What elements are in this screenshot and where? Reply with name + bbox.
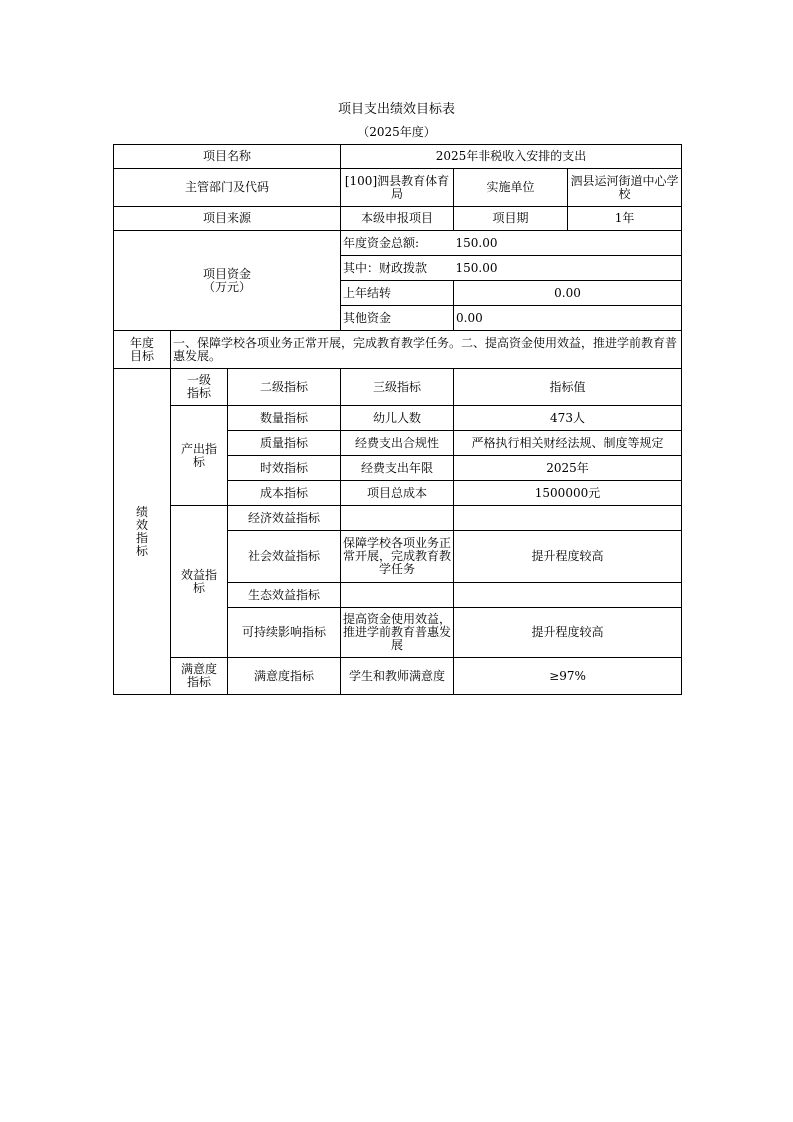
header-level1: 一级 指标 [171,369,228,406]
funds-carryover-label: 上年结转 [341,281,454,306]
level2-cell: 社会效益指标 [228,531,341,583]
header-level2: 二级指标 [228,369,341,406]
level2-cell: 数量指标 [228,406,341,431]
funds-fiscal-value: 150.00 [454,256,682,281]
row-annual-goal [114,331,682,369]
source-label: 项目来源 [114,207,341,231]
value-cell: 提升程度较高 [454,608,682,658]
implementer-value: 泗县运河街道中心学校 [568,169,682,207]
level3-cell: 学生和教师满意度 [341,658,454,695]
row-source [114,207,682,231]
funds-other-value: 0.00 [454,306,682,331]
header-level3: 三级指标 [341,369,454,406]
page-title: 项目支出绩效目标表 [337,102,455,117]
level3-cell [341,506,454,531]
funds-total-label: 年度资金总额: [341,231,454,256]
annual-goal-label: 年度 目标 [114,331,171,369]
implementer-label: 实施单位 [454,169,568,207]
level3-cell: 项目总成本 [341,481,454,506]
project-name-label: 项目名称 [114,145,341,169]
funds-carryover-value: 0.00 [454,281,682,306]
table-row [114,506,682,531]
funds-other-label: 其他资金 [341,306,454,331]
value-cell: ≥97% [454,658,682,695]
level2-cell: 满意度指标 [228,658,341,695]
period-value: 1年 [568,207,682,231]
source-value: 本级申报项目 [341,207,454,231]
level3-cell: 经费支出合规性 [341,431,454,456]
value-cell [454,506,682,531]
period-label: 项目期 [454,207,568,231]
level3-cell: 幼儿人数 [341,406,454,431]
row-department [114,169,682,207]
value-cell: 严格执行相关财经法规、制度等规定 [454,431,682,456]
funds-fiscal-label: 其中：财政拨款 [341,256,454,281]
level3-cell [341,583,454,608]
page-subtitle: （2025年度） [357,125,436,139]
satisfaction-indicator-label: 满意度 指标 [171,658,228,695]
performance-table [113,144,682,695]
benefit-indicator-label: 效益指 标 [171,506,228,658]
level3-cell: 提高资金使用效益，推进学前教育普惠发展 [341,608,454,658]
level2-cell: 成本指标 [228,481,341,506]
level2-cell: 时效指标 [228,456,341,481]
level2-cell: 生态效益指标 [228,583,341,608]
value-cell [454,583,682,608]
value-cell: 1500000元 [454,481,682,506]
value-cell: 2025年 [454,456,682,481]
indicators-section-label: 绩 效 指 标 [114,369,171,695]
level2-cell: 质量指标 [228,431,341,456]
table-row [114,406,682,431]
level2-cell: 经济效益指标 [228,506,341,531]
row-project-name [114,145,682,169]
department-value: [100]泗县教育体育局 [341,169,454,207]
level3-cell: 经费支出年限 [341,456,454,481]
funds-label: 项目资金 （万元） [114,231,341,331]
indicators-header-row [114,369,682,406]
level2-cell: 可持续影响指标 [228,608,341,658]
funds-total-value: 150.00 [454,231,682,256]
value-cell: 提升程度较高 [454,531,682,583]
row-funds-total [114,231,682,256]
header-value: 指标值 [454,369,682,406]
annual-goal-text: 一、保障学校各项业务正常开展，完成教育教学任务。二、提高资金使用效益，推进学前教育普惠发展。 [171,331,682,369]
project-name-value: 2025年非税收入安排的支出 [341,145,682,169]
level3-cell: 保障学校各项业务正常开展，完成教育教学任务 [341,531,454,583]
table-row [114,658,682,695]
output-indicator-label: 产出指 标 [171,406,228,506]
department-label: 主管部门及代码 [114,169,341,207]
value-cell: 473人 [454,406,682,431]
